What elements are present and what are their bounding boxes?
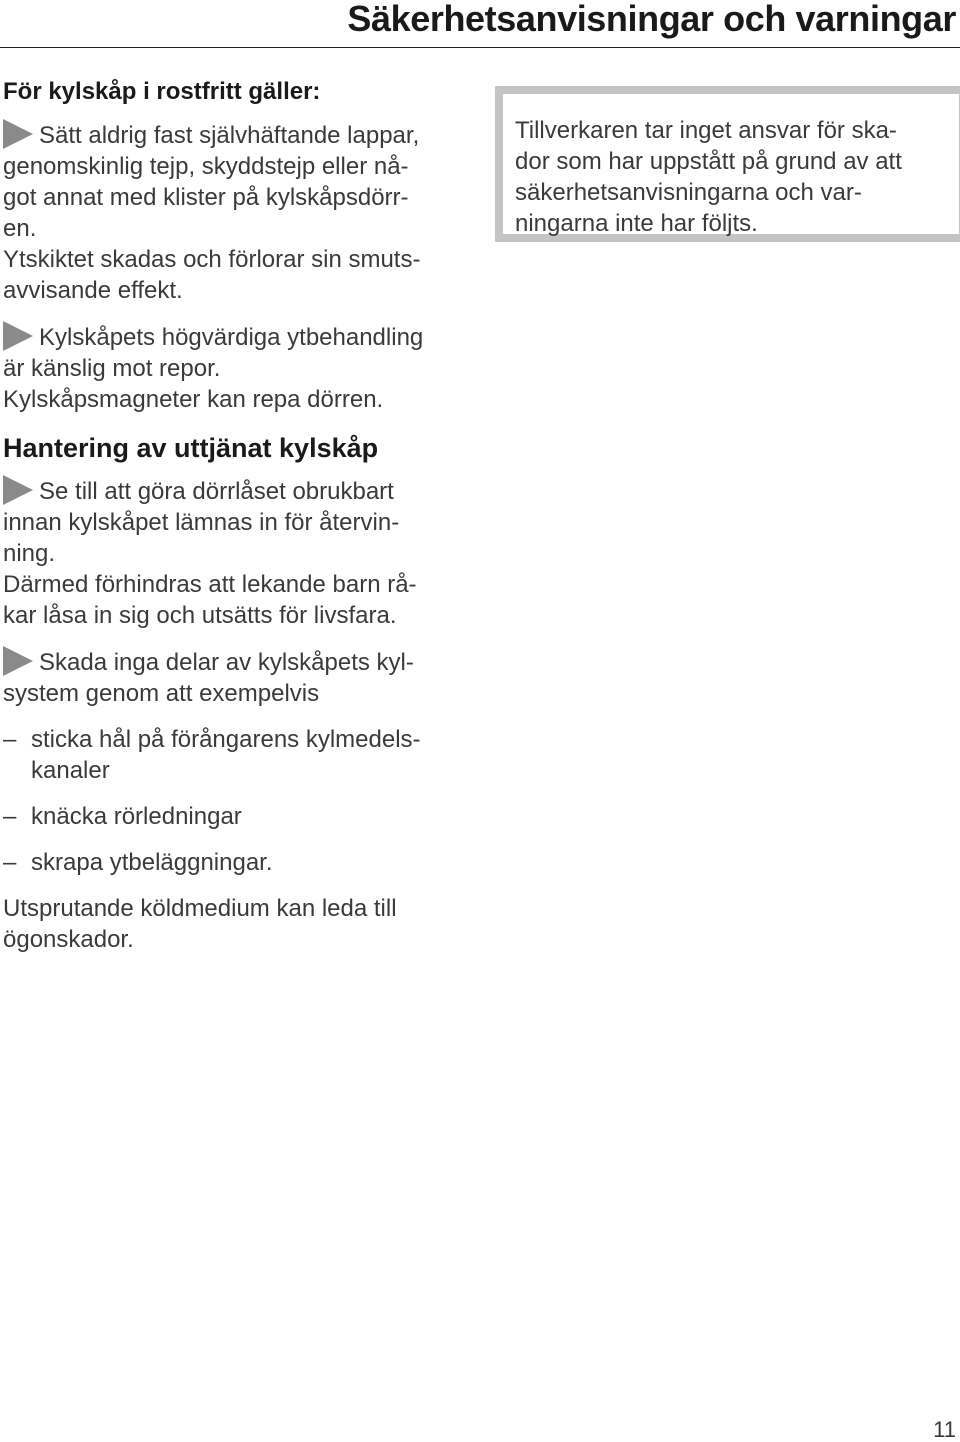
- disposal-item-1-line-1: Se till att göra dörrlåset obrukbart: [3, 475, 483, 507]
- dash-list-item: [3, 724, 483, 786]
- text-line: kanaler: [31, 757, 110, 784]
- text-line: Tillverkaren tar inget ansvar för ska-: [515, 117, 897, 144]
- text-line: dor som har uppstått på grund av att: [515, 148, 902, 175]
- stainless-item-1: [3, 119, 483, 306]
- text-line: sticka hål på förångarens kylmedels-: [31, 726, 421, 753]
- text-line: Utsprutande köldmedium kan leda till: [3, 895, 397, 922]
- page-number: 11: [933, 1417, 956, 1442]
- main-content: [3, 76, 483, 970]
- bullet-triangle-icon: [3, 321, 33, 351]
- text-line: kar låsa in sig och utsätts för livsfara.: [3, 602, 397, 629]
- text-line: skrapa ytbeläggningar.: [31, 849, 273, 876]
- dash-list-item: [3, 801, 483, 832]
- text-line: är känslig mot repor.: [3, 355, 221, 382]
- text-line: säkerhetsanvisningarna och var-: [515, 179, 862, 206]
- bullet-triangle-icon: [3, 119, 33, 149]
- text-line: got annat med klister på kylskåpsdörr-: [3, 184, 409, 211]
- text-line: innan kylskåpet lämnas in för återvin-: [3, 509, 400, 536]
- disposal-item-2-line-1: Skada inga delar av kylskåpets kyl-: [3, 646, 483, 678]
- text-line: avvisande effekt.: [3, 277, 183, 304]
- dash-marker: –: [3, 849, 17, 876]
- text-line: en.: [3, 215, 37, 242]
- stainless-item-2-line-1: Kylskåpets högvärdiga ytbehandling: [3, 321, 483, 353]
- dash-list-item: [3, 847, 483, 878]
- text-line: genomskinlig tejp, skyddstejp eller nå-: [3, 153, 409, 180]
- disposal-item-1: [3, 475, 483, 631]
- text-line: Kylskåpsmagneter kan repa dörren.: [3, 386, 384, 413]
- stainless-item-2: [3, 321, 483, 415]
- header-divider: [0, 47, 960, 48]
- text-line: ningarna inte har följts.: [515, 210, 758, 237]
- page-header-title: Säkerhetsanvisningar och varningar: [347, 0, 956, 39]
- text-line: Ytskiktet skadas och förlorar sin smuts-: [3, 246, 421, 273]
- text-line: ögonskador.: [3, 926, 134, 953]
- liability-notice-text: [515, 94, 959, 239]
- bullet-triangle-icon: [3, 475, 33, 505]
- text-line: ning.: [3, 540, 56, 567]
- disposal-item-2: [3, 646, 483, 709]
- disposal-conclusion: [3, 893, 483, 955]
- dash-marker: –: [3, 726, 17, 753]
- bullet-triangle-icon: [3, 646, 33, 676]
- disposal-heading: Hantering av uttjänat kylskåp: [3, 433, 379, 463]
- text-line: knäcka rörledningar: [31, 803, 242, 830]
- stainless-item-1-line-1: Sätt aldrig fast självhäftande lappar,: [3, 119, 483, 151]
- text-line: Därmed förhindras att lekande barn rå-: [3, 571, 417, 598]
- stainless-heading: För kylskåp i rostfritt gäller:: [3, 78, 321, 105]
- dash-marker: –: [3, 803, 17, 830]
- text-line: system genom att exempelvis: [3, 680, 320, 707]
- liability-notice-box: [495, 86, 960, 242]
